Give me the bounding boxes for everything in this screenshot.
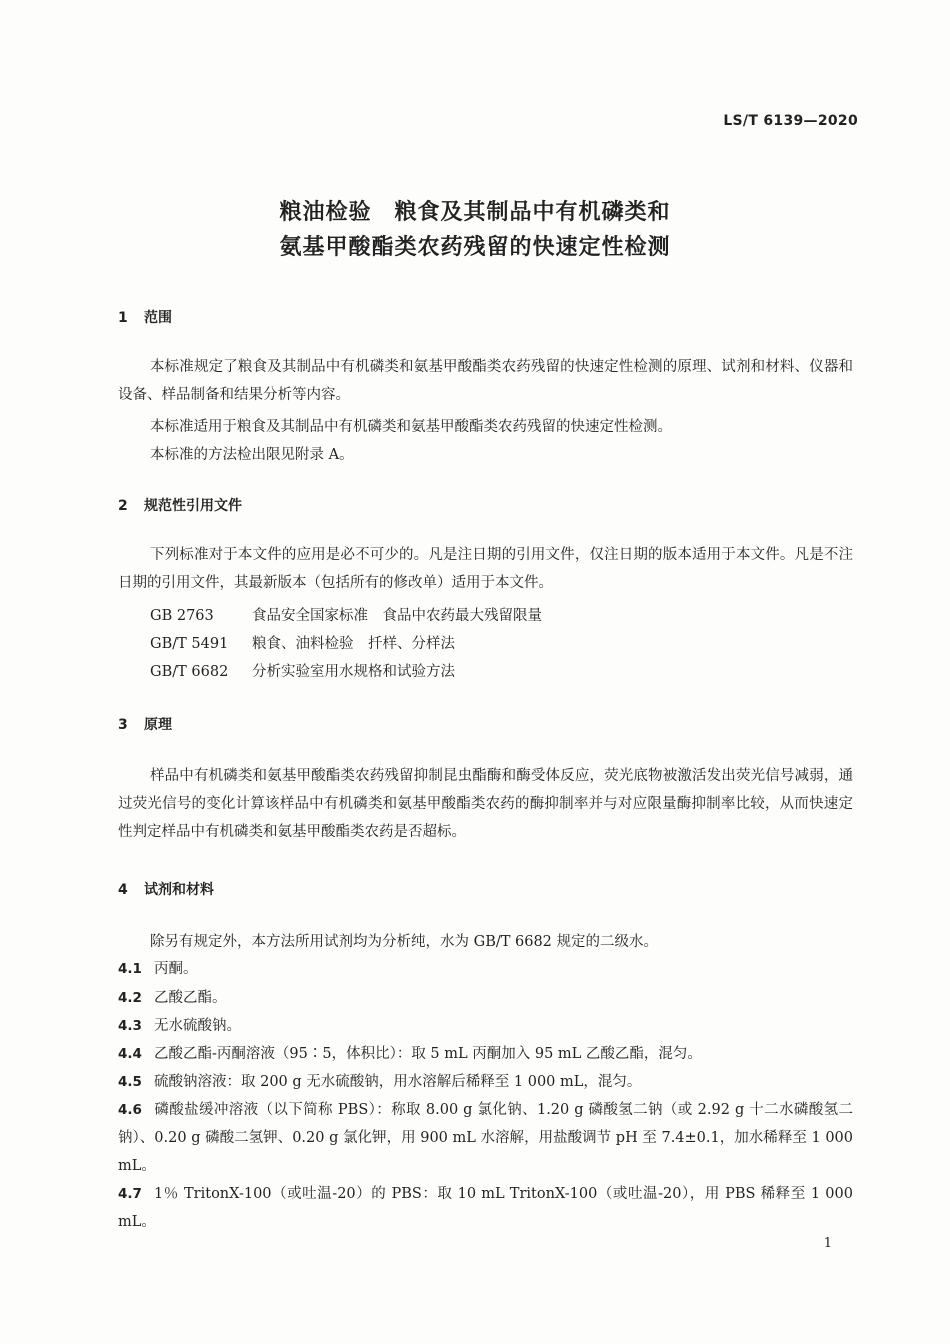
reference-title: 食品安全国家标准 食品中农药最大残留限量	[252, 608, 542, 624]
reagent-item	[118, 1068, 853, 1096]
document-title-line-1: 粮油检验 粮食及其制品中有机磷类和	[279, 200, 671, 225]
item-text: 乙酸乙酯。	[154, 990, 227, 1006]
section-title: 试剂和材料	[144, 882, 214, 898]
item-text: 1％ TritonX-100（或吐温-20）的 PBS：取 10 mL TritonX-100（或吐温-20），用 PBS 稀释至 1 000 mL。	[118, 1186, 853, 1230]
reference-title: 粮食、油料检验 扦样、分样法	[252, 636, 455, 652]
page-number: 1	[823, 1236, 832, 1251]
reference-item	[150, 660, 455, 681]
section-number: 4	[118, 882, 128, 898]
item-number: 4.6	[118, 1102, 142, 1118]
item-text: 无水硫酸钠。	[154, 1018, 241, 1034]
section-heading-principle	[118, 714, 172, 734]
reagent-item	[118, 1040, 853, 1068]
scope-paragraph-2: 本标准适用于粮食及其制品中有机磷类和氨基甲酸酯类农药残留的快速定性检测。	[150, 419, 672, 435]
item-number: 4.4	[118, 1046, 142, 1062]
section-number: 3	[118, 717, 128, 733]
item-number: 4.3	[118, 1018, 142, 1034]
reagent-item	[118, 955, 853, 983]
reagents-intro: 除另有规定外，本方法所用试剂均为分析纯，水为 GB/T 6682 规定的二级水。	[150, 934, 659, 950]
section-title: 原理	[144, 717, 172, 733]
scope-paragraph-1: 本标准规定了粮食及其制品中有机磷类和氨基甲酸酯类农药残留的快速定性检测的原理、试剂和材料、仪器和设备、样品制备和结果分析等内容。	[118, 359, 853, 403]
item-number: 4.5	[118, 1074, 142, 1090]
reagent-item	[118, 984, 853, 1012]
item-text: 磷酸盐缓冲溶液（以下简称 PBS）：称取 8.00 g 氯化钠、1.20 g 磷酸氢二钠（或 2.92 g 十二水磷酸氢二钠）、0.20 g 磷酸二氢钾、0.20 g 氯化钾，用 900 mL 水溶解，用盐酸调节 pH 至 7.4±0.1，加水稀释至 1 000 mL。	[118, 1102, 853, 1174]
section-title: 规范性引用文件	[144, 498, 242, 514]
section-number: 2	[118, 498, 128, 514]
item-number: 4.1	[118, 961, 142, 977]
reagent-item	[118, 1096, 853, 1180]
section-title: 范围	[144, 310, 172, 326]
reagent-item	[118, 1012, 853, 1040]
section-heading-normative-references	[118, 495, 242, 515]
document-title-line-2: 氨基甲酸酯类农药残留的快速定性检测	[279, 235, 671, 260]
section-heading-reagents	[118, 879, 214, 899]
item-number: 4.2	[118, 990, 142, 1006]
section-number: 1	[118, 310, 128, 326]
principle-paragraph: 样品中有机磷类和氨基甲酸酯类农药残留抑制昆虫酯酶和酶受体反应，荧光底物被激活发出荧光信号减弱，通过荧光信号的变化计算该样品中有机磷类和氨基甲酸酯类农药的酶抑制率并与对应限量酶抑制率比较，从而快速定性判定样品中有机磷类和氨基甲酸酯类农药是否超标。	[118, 768, 853, 840]
scope-paragraph-3: 本标准的方法检出限见附录 A。	[150, 447, 354, 463]
item-text: 丙酮。	[154, 961, 198, 977]
reagent-item	[118, 1180, 853, 1236]
reference-item	[150, 632, 455, 653]
standard-code: LS/T 6139—2020	[723, 113, 858, 129]
item-number: 4.7	[118, 1186, 142, 1202]
item-text: 硫酸钠溶液：取 200 g 无水硫酸钠，用水溶解后稀释至 1 000 mL，混匀。	[154, 1074, 642, 1090]
section-heading-scope	[118, 307, 172, 327]
reference-code: GB 2763	[150, 608, 214, 624]
item-text: 乙酸乙酯-丙酮溶液（95∶5，体积比）：取 5 mL 丙酮加入 95 mL 乙酸乙酯，混匀。	[154, 1046, 702, 1062]
reference-item	[150, 604, 542, 625]
references-paragraph: 下列标准对于本文件的应用是必不可少的。凡是注日期的引用文件，仅注日期的版本适用于本文件。凡是不注日期的引用文件，其最新版本（包括所有的修改单）适用于本文件。	[118, 547, 853, 591]
reference-title: 分析实验室用水规格和试验方法	[252, 664, 455, 680]
reference-code: GB/T 6682	[150, 664, 229, 680]
reference-code: GB/T 5491	[150, 636, 229, 652]
